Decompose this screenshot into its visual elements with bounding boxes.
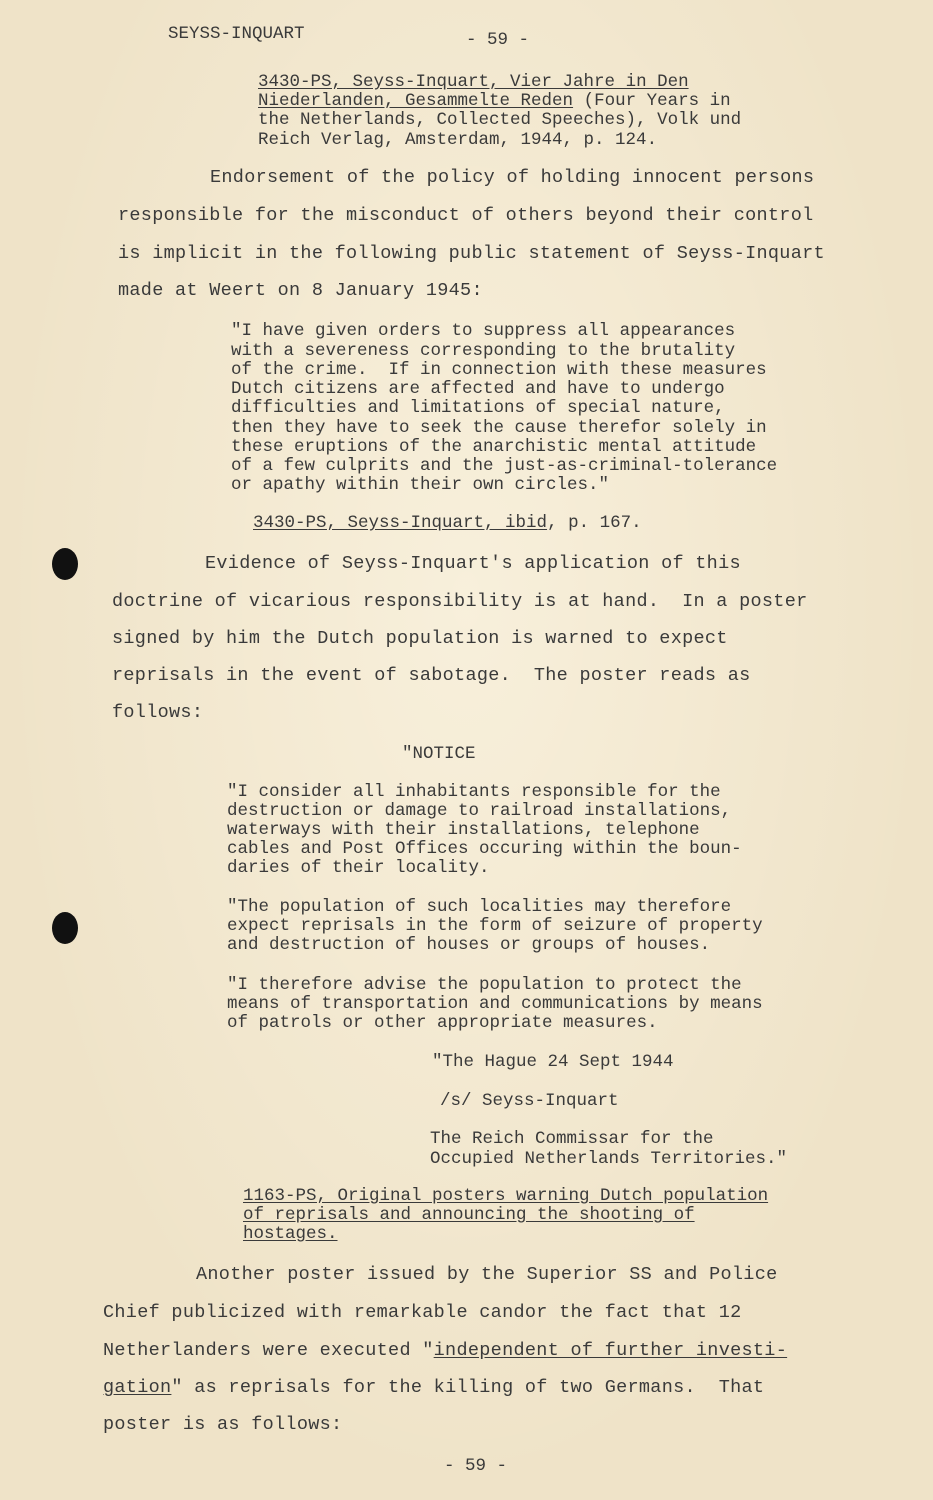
notice-line: of patrols or other appropriate measures. <box>227 1013 658 1033</box>
paragraph-line: signed by him the Dutch population is warned to expect <box>112 628 728 649</box>
punch-hole-upper <box>52 548 78 580</box>
notice-date: "The Hague 24 Sept 1944 <box>432 1052 674 1072</box>
quote-line: difficulties and limitations of special nature, <box>231 398 725 418</box>
paragraph-line: follows: <box>112 702 204 723</box>
paragraph-line: Endorsement of the policy of holding innocent persons <box>210 167 815 188</box>
running-head: SEYSS-INQUART <box>168 24 305 44</box>
paragraph-line: reprisals in the event of sabotage. The poster reads as <box>112 665 751 686</box>
citation-line: hostages. <box>243 1224 338 1244</box>
citation-line: the Netherlands, Collected Speeches), Volk und <box>258 110 742 130</box>
paragraph-line: Evidence of Seyss-Inquart's application of this <box>205 553 741 574</box>
notice-line: "I therefore advise the population to protect the <box>227 975 742 995</box>
exhibit-ref: 3430-PS <box>253 513 327 533</box>
notice-title: Occupied Netherlands Territories." <box>430 1149 788 1169</box>
citation-text: , Seyss-Inquart, ibid <box>326 513 548 533</box>
quote-line: with a severeness corresponding to the brutality <box>231 341 736 361</box>
notice-title: The Reich Commissar for the <box>430 1129 714 1149</box>
quote-line: of the crime. If in connection with these measures <box>231 360 767 380</box>
exhibit-ref: 3430-PS <box>258 72 332 92</box>
citation-text: (Four Years in <box>573 91 731 111</box>
page-number-top: - 59 - <box>466 30 530 50</box>
notice-line: expect reprisals in the form of seizure of property <box>227 916 763 936</box>
paragraph-line: poster is as follows: <box>103 1414 343 1435</box>
paragraph-line: made at Weert on 8 January 1945: <box>118 280 483 301</box>
quoted-underlined-text: independent of further investi- <box>433 1340 788 1361</box>
paragraph-text: Netherlanders were executed " <box>103 1340 434 1361</box>
paragraph-line <box>103 1340 787 1361</box>
quote-line: then they have to seek the cause therefor solely in <box>231 418 767 438</box>
notice-line: means of transportation and communications by means <box>227 994 763 1014</box>
quote-line: of a few culprits and the just-as-criminal-tolerance <box>231 456 778 476</box>
notice-line: and destruction of houses or groups of houses. <box>227 935 711 955</box>
notice-line: waterways with their installations, telephone <box>227 820 700 840</box>
citation-text: , Seyss-Inquart, Vier Jahre in Den <box>331 72 689 92</box>
notice-line: cables and Post Offices occuring within the boun- <box>227 839 742 859</box>
notice-line: destruction or damage to railroad installations, <box>227 801 732 821</box>
notice-line: daries of their locality. <box>227 858 490 878</box>
page-number-bottom: - 59 - <box>444 1456 508 1476</box>
citation-line: 1163-PS, Original posters warning Dutch population <box>243 1186 769 1206</box>
notice-heading: "NOTICE <box>402 744 476 764</box>
citation-line <box>253 513 642 533</box>
paragraph-line <box>103 1377 764 1398</box>
citation-title: Niederlanden, Gesammelte Reden <box>258 91 574 111</box>
paragraph-line: Chief publicized with remarkable candor the fact that 12 <box>103 1302 742 1323</box>
quote-line: or apathy within their own circles." <box>231 475 610 495</box>
punch-hole-lower <box>52 912 78 944</box>
paragraph-line: doctrine of vicarious responsibility is at hand. In a poster <box>112 591 808 612</box>
notice-signature: /s/ Seyss-Inquart <box>440 1091 619 1111</box>
paragraph-text: " as reprisals for the killing of two Germans. That <box>171 1377 765 1398</box>
quoted-underlined-text: gation <box>103 1377 172 1398</box>
paragraph-line: Another poster issued by the Superior SS and Police <box>196 1264 778 1285</box>
paragraph-line: is implicit in the following public statement of Seyss-Inquart <box>118 243 825 264</box>
quote-line: these eruptions of the anarchistic mental attitude <box>231 437 757 457</box>
quote-line: Dutch citizens are affected and have to undergo <box>231 379 725 399</box>
quote-line: "I have given orders to suppress all appearances <box>231 321 736 341</box>
paragraph-line: responsible for the misconduct of others beyond their control <box>118 205 814 226</box>
citation-line: Reich Verlag, Amsterdam, 1944, p. 124. <box>258 130 658 150</box>
citation-page: , p. 167. <box>547 513 642 533</box>
citation-line <box>258 91 731 111</box>
notice-line: "The population of such localities may therefore <box>227 897 732 917</box>
notice-line: "I consider all inhabitants responsible for the <box>227 782 721 802</box>
citation-line: of reprisals and announcing the shooting of <box>243 1205 695 1225</box>
citation-line <box>258 72 689 92</box>
